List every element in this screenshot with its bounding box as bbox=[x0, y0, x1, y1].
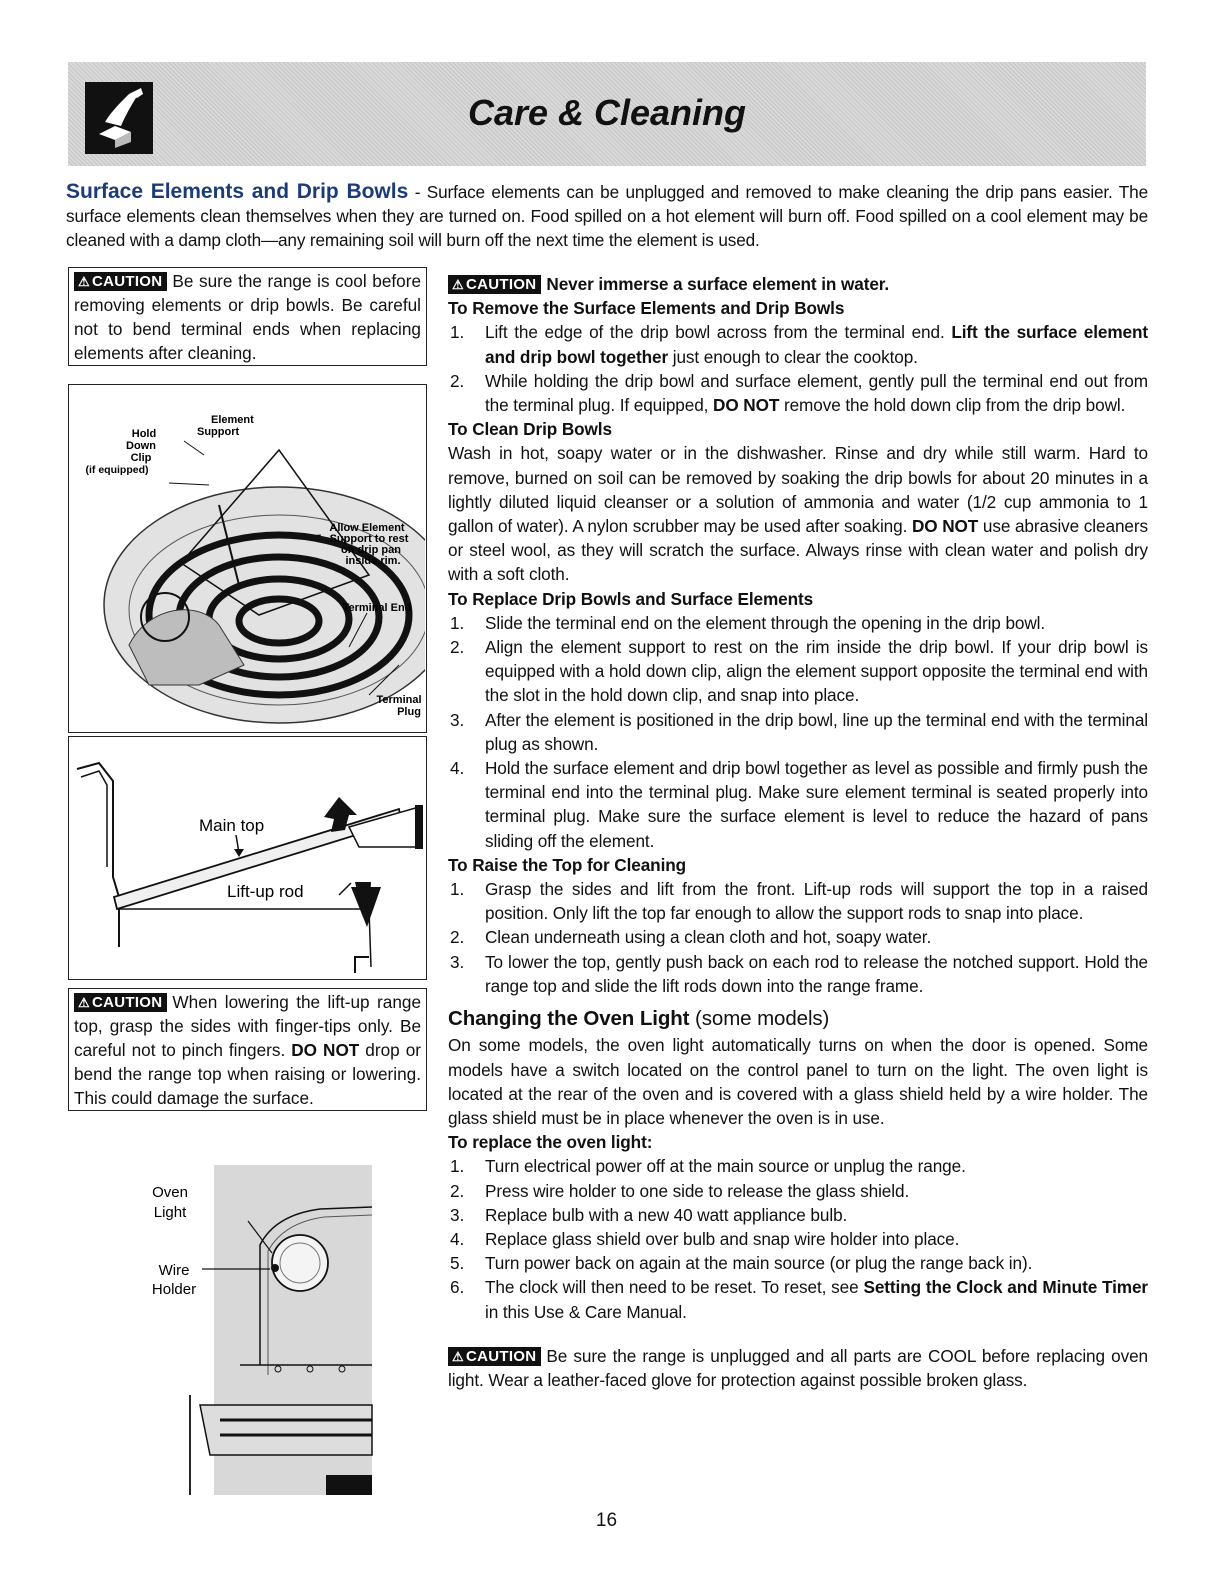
list-item: 1. Turn electrical power off at the main source or unplug the range. bbox=[450, 1156, 966, 1177]
caution-text: Be sure the range is cool before removing elements or drip bowls. Be careful not to bend terminal ends when replacing elements after cleaning. bbox=[74, 271, 421, 363]
svg-text:Hold: Hold bbox=[131, 428, 157, 440]
svg-text:Terminal End: Terminal End bbox=[342, 602, 412, 614]
figure-surface-element bbox=[68, 384, 427, 733]
heading-replace-oven-light: To replace the oven light: bbox=[448, 1132, 653, 1153]
right-column bbox=[448, 272, 1148, 1392]
svg-text:Allow Element: Allow Element bbox=[329, 522, 405, 534]
figure-oven-light bbox=[140, 1165, 380, 1495]
svg-text:Plug: Plug bbox=[397, 706, 421, 718]
caution-badge: ⚠ CAUTION bbox=[74, 993, 167, 1012]
list-item: 2. Align the element support to rest on the rim inside the drip bowl. If your drip bowl is equipped with a hold down clip, align the element support opposite the terminal end with the slot in the hold down clip, and snap into place. bbox=[450, 637, 1148, 706]
replace-steps bbox=[448, 611, 1148, 853]
svg-text:on drip pan: on drip pan bbox=[341, 544, 401, 556]
svg-text:(if equipped): (if equipped) bbox=[85, 464, 149, 476]
list-item: 3. After the element is positioned in the drip bowl, line up the terminal end with the terminal plug as shown. bbox=[450, 709, 1148, 754]
svg-text:Oven: Oven bbox=[152, 1184, 188, 1201]
heading-replace: To Replace Drip Bowls and Surface Elements bbox=[448, 588, 814, 609]
list-item: 2. While holding the drip bowl and surface element, gently pull the terminal end out from the terminal plug. If equipped, DO NOT remove the hold down clip from the drip bowl. bbox=[450, 370, 1148, 416]
oven-light-illustration bbox=[140, 1165, 380, 1495]
surface-element-illustration bbox=[69, 385, 425, 731]
raise-steps bbox=[448, 877, 1148, 998]
svg-text:Light: Light bbox=[153, 1204, 187, 1221]
caution-oven-light: ⚠ CAUTION Be sure the range is unplugged and all parts are COOL before replacing oven light. Wear a leather-faced glove for protection against possible broken glass. bbox=[448, 1345, 1148, 1390]
svg-text:Holder: Holder bbox=[151, 1281, 197, 1298]
svg-text:Lift-up rod: Lift-up rod bbox=[227, 882, 304, 901]
page-title: Care & Cleaning bbox=[467, 92, 747, 133]
warning-triangle-icon: ⚠ bbox=[78, 995, 90, 1010]
caution-badge: ⚠ CAUTION bbox=[448, 275, 541, 294]
caution-immerse: ⚠ CAUTION Never immerse a surface element in water. bbox=[448, 272, 1148, 296]
list-item: 1. Slide the terminal end on the element through the opening in the drip bowl. bbox=[450, 612, 1046, 633]
remove-steps bbox=[448, 320, 1148, 417]
list-item: 2. Clean underneath using a clean cloth and hot, soapy water. bbox=[450, 927, 932, 948]
list-item: 3. Replace bulb with a new 40 watt appliance bulb. bbox=[450, 1204, 848, 1225]
svg-text:Down: Down bbox=[126, 440, 156, 452]
caution-badge: ⚠ CAUTION bbox=[74, 272, 167, 291]
section-title-surface-elements: Surface Elements and Drip Bowls bbox=[66, 180, 409, 203]
svg-text:Support to rest: Support to rest bbox=[329, 533, 409, 545]
oven-light-steps bbox=[448, 1154, 1148, 1323]
caution-box-lift-up-top: ⚠ CAUTION When lowering the lift-up range top, grasp the sides with finger-tips only. Be careful not to pinch fingers. DO NOT drop or bend the range top when raising or lowering. This could damage the surface. bbox=[68, 988, 427, 1111]
page-number: 16 bbox=[595, 1510, 618, 1531]
heading-remove: To Remove the Surface Elements and Drip Bowls bbox=[448, 298, 845, 319]
caution-badge: ⚠ CAUTION bbox=[448, 1347, 541, 1366]
list-item: 1. Lift the edge of the drip bowl across from the terminal end. Lift the surface element and drip bowl together just enough to clear the cooktop. bbox=[450, 322, 1148, 367]
svg-text:Terminal: Terminal bbox=[376, 694, 422, 706]
intro-paragraph bbox=[66, 180, 1148, 252]
header-banner bbox=[68, 62, 1146, 166]
warning-triangle-icon: ⚠ bbox=[452, 1348, 464, 1364]
list-item: 1. Grasp the sides and lift from the front. Lift-up rods will support the top in a raised position. Only lift the top far enough to allow the support rods to snap into place. bbox=[450, 879, 1148, 924]
list-item: 6. The clock will then need to be reset. To reset, see Setting the Clock and Minute Timer in this Use & Care Manual. bbox=[450, 1277, 1149, 1322]
warning-triangle-icon: ⚠ bbox=[78, 274, 90, 289]
list-item: 3. To lower the top, gently push back on each rod to release the notched support. Hold the range top and slide the lift rods down into the range frame. bbox=[450, 951, 1148, 996]
svg-text:Main top: Main top bbox=[199, 816, 265, 835]
list-item: 2. Press wire holder to one side to release the glass shield. bbox=[450, 1180, 910, 1201]
figure-lift-up-top bbox=[68, 736, 427, 980]
svg-text:inside rim.: inside rim. bbox=[345, 555, 401, 567]
oven-light-text: On some models, the oven light automatically turns on when the door is opened. Some models have a switch located on the control panel to turn on the light. The oven light is located at the rear of the oven and is covered with a glass shield held by a wire holder. The glass shield must be in place whenever the oven is in use. bbox=[448, 1035, 1148, 1128]
heading-raise: To Raise the Top for Cleaning bbox=[448, 854, 687, 875]
heading-clean: To Clean Drip Bowls bbox=[448, 419, 612, 440]
svg-text:Support: Support bbox=[197, 426, 240, 438]
list-item: 4. Replace glass shield over bulb and snap wire holder into place. bbox=[450, 1228, 960, 1249]
svg-text:Wire: Wire bbox=[158, 1262, 190, 1279]
caution-box-cool-range bbox=[68, 267, 427, 366]
lift-up-top-illustration bbox=[69, 737, 425, 978]
clean-text: Wash in hot, soapy water or in the dishwasher. Rinse and dry while still warm. Hard to remove, burned on soil can be removed by soaking the drip bowls for about 20 minutes in a lightly diluted liquid cleanser or a solution of ammonia and water (1/2 cup ammonia to 1 gallon of water). A nylon scrubber may be used after soaking. DO NOT use abrasive cleaners or steel wool, as they will scratch the surface. Always rinse with clean water and polish dry with a soft cloth. bbox=[448, 443, 1148, 585]
svg-text:Clip: Clip bbox=[130, 452, 152, 464]
warning-triangle-icon: ⚠ bbox=[452, 277, 464, 292]
list-item: 5. Turn power back on again at the main source (or plug the range back in). bbox=[450, 1253, 1033, 1274]
intro-text: - Surface elements can be unplugged and removed to make cleaning the drip pans easier. The surface elements clean themselves when they are turned on. Food spilled on a hot element will burn off. Food spilled on a cool element may be cleaned with a damp cloth—any remaining soil will burn off the next time the element is used. bbox=[66, 182, 1148, 250]
svg-text:Element: Element bbox=[211, 414, 254, 426]
list-item: 4. Hold the surface element and drip bowl together as level as possible and firmly push the terminal end into the terminal plug. Make sure element terminal is seated properly into terminal plug. Make sure the surface element is level to reduce the hazard of pans sliding off the element. bbox=[450, 758, 1148, 851]
section-title-oven-light: Changing the Oven Light (some models) bbox=[448, 1007, 830, 1031]
